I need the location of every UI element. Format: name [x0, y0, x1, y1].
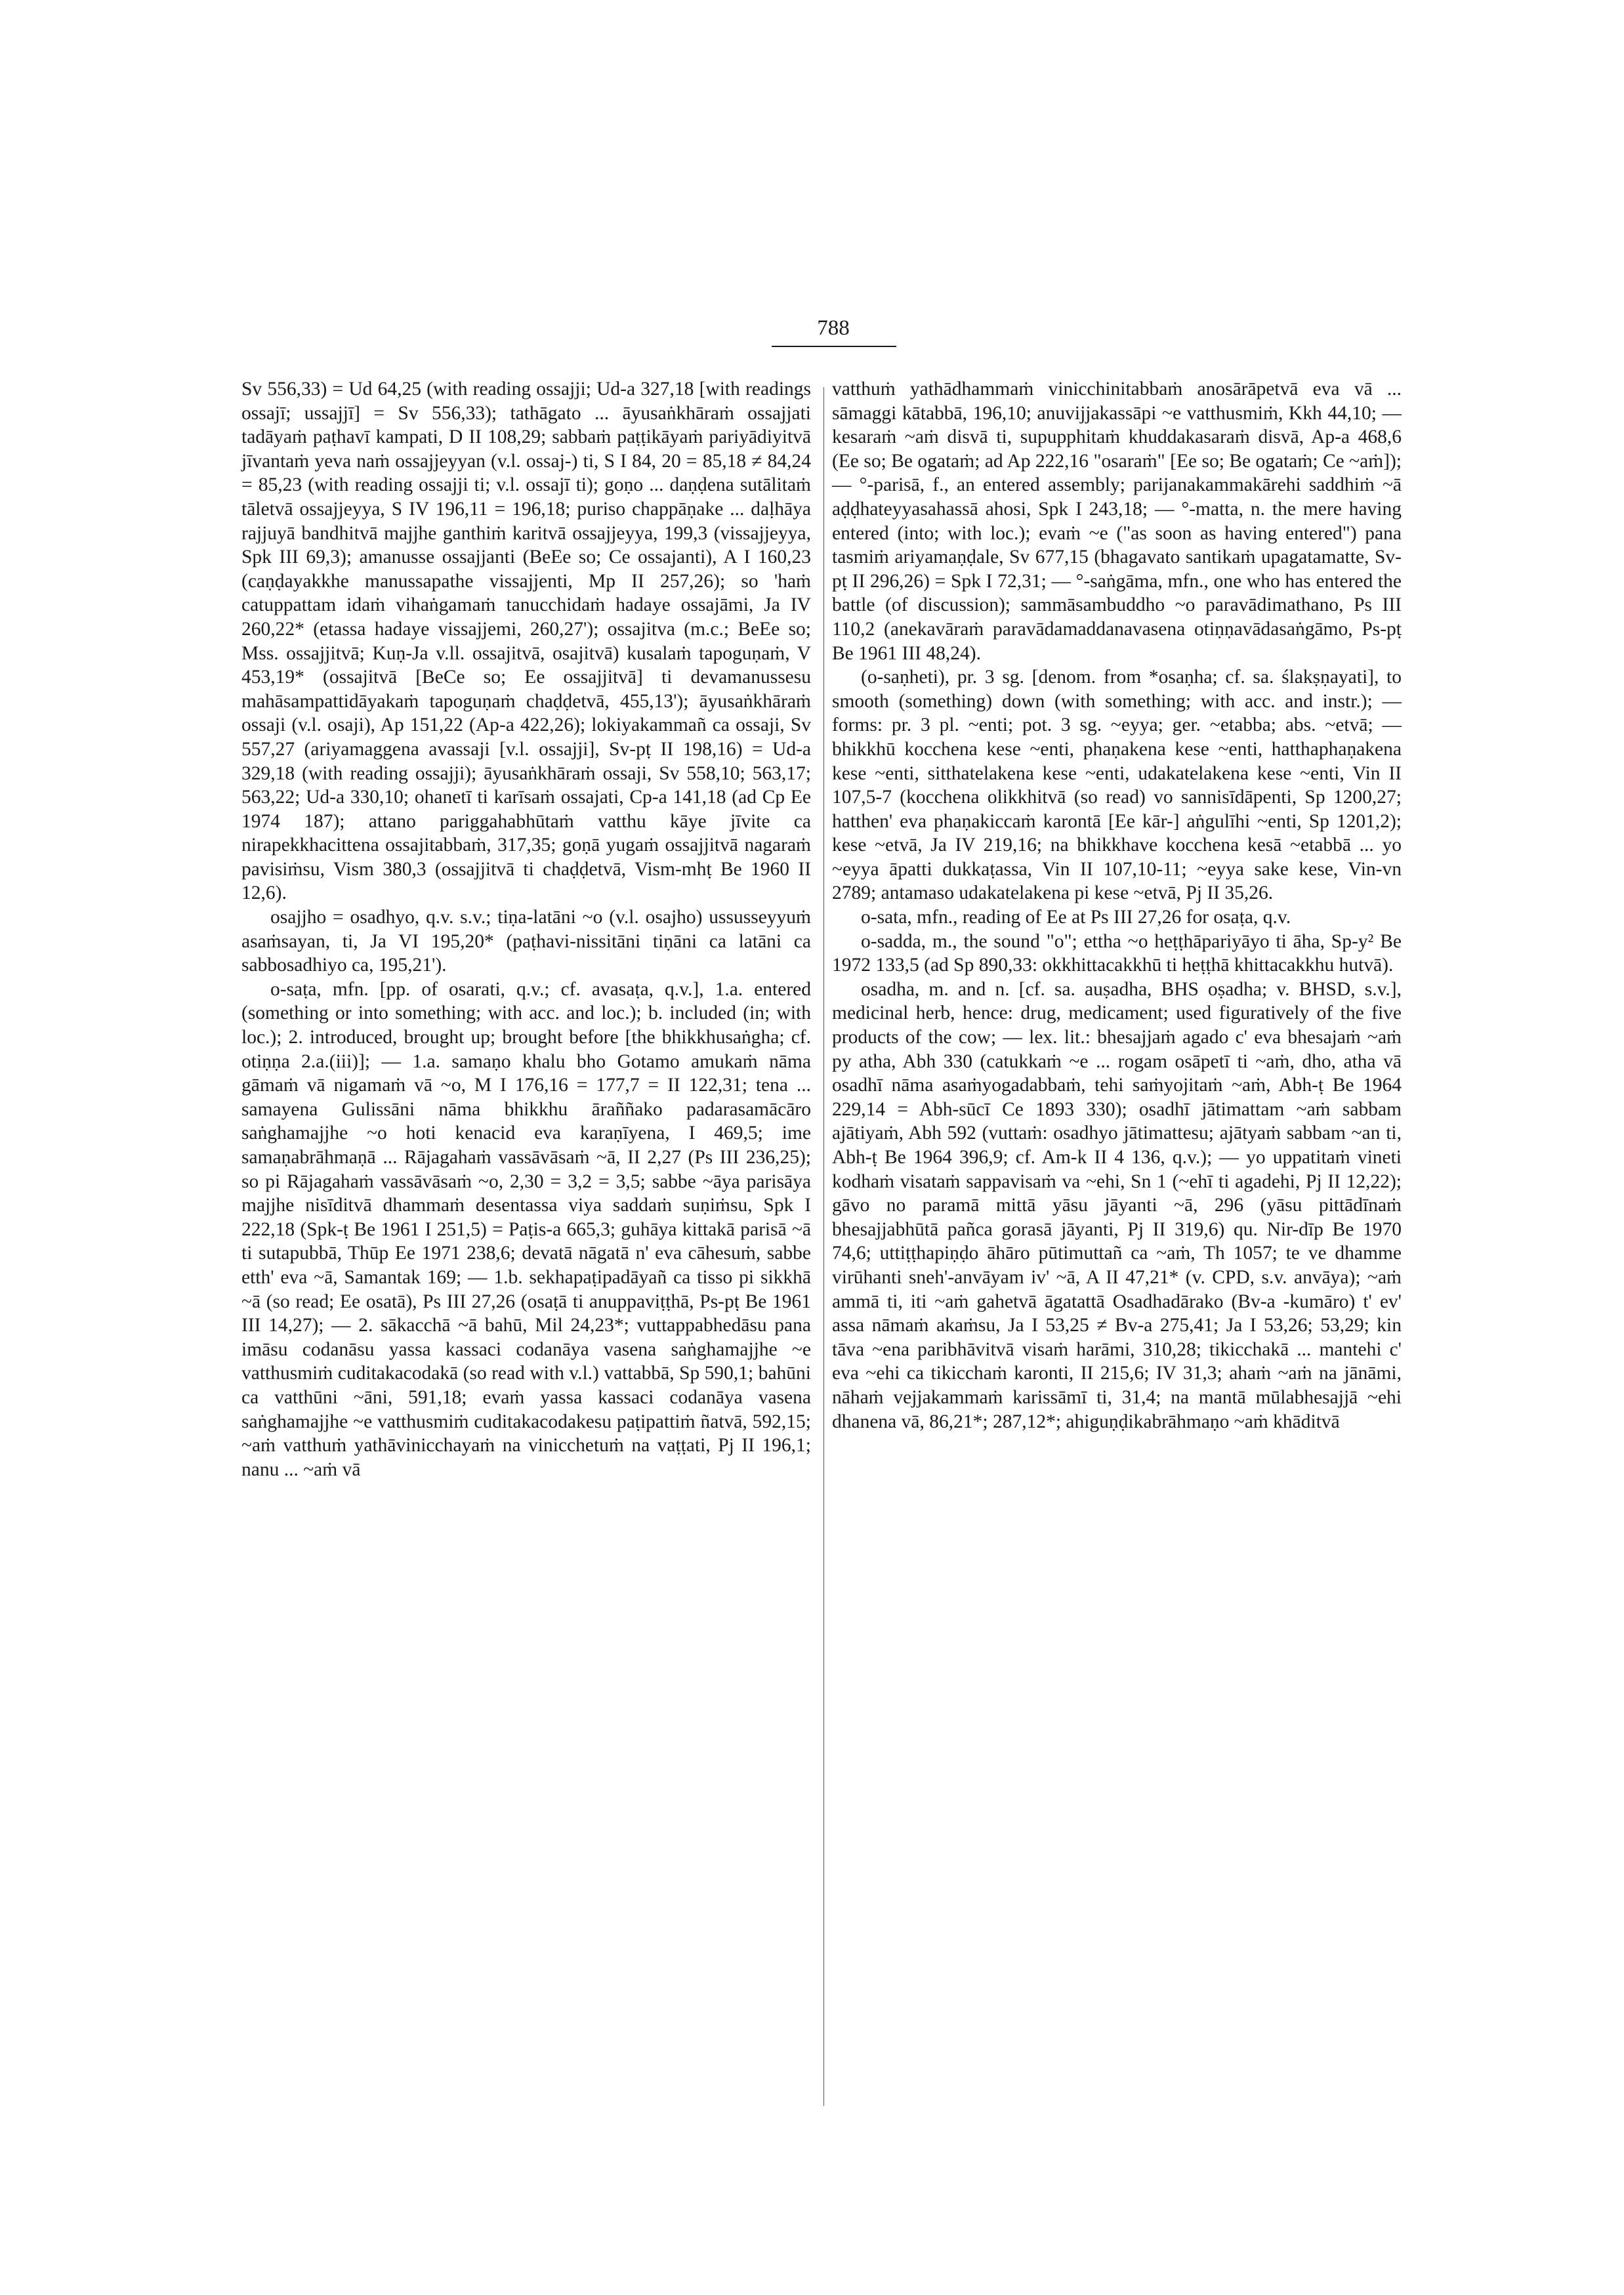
entry-paragraph: o-saṭa, mfn. [pp. of osarati, q.v.; cf. avasaṭa, q.v.], 1.a. entered (something or into something; with acc. and loc.); b. included (in; with loc.); 2. introduced, brought up; brought before [the bhikkhusaṅgha; cf. otiṇṇa 2.a.(iii)]; — 1.a. samaṇo khalu bho Gotamo amukaṁ nāma gāmaṁ vā nigamaṁ vā ~o, M I 176,16 = 177,7 = II 122,31; tena ... samayena Gulissāni nāma bhikkhu āraññako padarasamācāro saṅghamajjhe ~o hoti kenacid eva karaṇīyena, I 469,5; ime samaṇabrāhmaṇā ... Rājagahaṁ vassāvāsaṁ ~ā, II 2,27 (Ps III 236,25); so pi Rājagahaṁ vassāvāsaṁ ~o, 2,30 = 3,2 = 3,5; sabbe ~āya parisāya majjhe nisīditvā dhammaṁ desentassa viya saddaṁ suṇiṁsu, Spk I 222,18 (Spk-ṭ Be 1961 I 251,5) = Paṭis-a 665,3; guhāya kittakā parisā ~ā ti sutapubbā, Thūp Ee 1971 238,6; devatā nāgatā n' eva cāhesuṁ, sabbe etth' eva ~ā, Samantak 169; — 1.b. sekhapaṭipadāyañ ca tisso pi sikkhā ~ā (so read; Ee osatā), Ps III 27,26 (osaṭā ti anuppaviṭṭhā, Ps-pṭ Be 1961 III 14,27); — 2. sākacchā ~ā bahū, Mil 24,23*; vuttappabhedāsu pana imāsu codanāsu yassa kassaci codanāya vasena saṅghamajjhe ~e vatthusmiṁ cuditakacodakā (so read with v.l.) vattabbā, Sp 590,1; bahūni ca vatthūni ~āni, 591,18; evaṁ yassa kassaci codanāya vasena saṅghamajjhe ~e vatthusmiṁ cuditakacodakesu paṭipattiṁ ñatvā, 592,15; ~aṁ vatthuṁ yathāvinicchayaṁ na vinicchetuṁ na vaṭṭati, Pj II 196,1; nanu ... ~aṁ vā — [241, 978, 811, 1480]
left-column — [241, 377, 811, 1481]
right-column — [832, 377, 1402, 1434]
column-divider — [823, 387, 824, 2106]
page-number: 788 — [817, 316, 850, 340]
entry-paragraph: o-sata, mfn., reading of Ee at Ps III 27,26 for osaṭa, q.v. — [861, 907, 1291, 928]
entry-paragraph: (o-saṇheti), pr. 3 sg. [denom. from *osaṇha; cf. sa. ślakṣṇayati], to smooth (something) down (with something; with acc. and instr.); — forms: pr. 3 pl. ~enti; pot. 3 sg. ~eyya; ger. ~etabba; abs. ~etvā; — bhikkhū kocchena kese ~enti, phaṇakena kese ~enti, hatthaphaṇakena kese ~enti, sitthatelakena kese ~enti, udakatelakena kese ~enti, Vin II 107,5-7 (kocchena olikkhitvā (so read) vo sannisīdāpenti, Sp 1200,27; hatthen' eva phaṇakiccaṁ karontā [Ee kār-] aṅgulīhi ~enti, Sp 1201,2); kese ~etvā, Ja IV 219,16; na bhikkhave kocchena kesā ~etabbā ... yo ~eyya āpatti dukkaṭassa, Vin II 107,10-11; ~eyya sake kese, Vin-vn 2789; antamaso udakatelakena pi kese ~etvā, Pj II 35,26. — [832, 667, 1402, 904]
entry-paragraph: o-sadda, m., the sound "o"; ettha ~o heṭṭhāpariyāyo ti āha, Sp-y² Be 1972 133,5 (ad Sp 890,33: okkhittacakkhū ti heṭṭhā khittacakkhu hutvā). — [832, 930, 1402, 976]
entry-paragraph: Sv 556,33) = Ud 64,25 (with reading ossajji; Ud-a 327,18 [with readings ossajī; ussajjī] = Sv 556,33); tathāgato ... āyusaṅkhāraṁ ossajjati tadāyaṁ paṭhavī kampati, D II 108,29; sabbaṁ paṭṭikāyaṁ pariyādiyitvā jīvantaṁ yeva naṁ ossajjeyyan (v.l. ossaj-) ti, S I 84, 20 = 85,18 ≠ 84,24 = 85,23 (with reading ossajji ti; v.l. ossajī ti); goṇo ... daṇḍena sutālitaṁ tāletvā ossajjeyya, S IV 196,11 = 196,18; puriso chappāṇake ... daḷhāya rajjuyā bandhitvā majjhe ganthiṁ karitvā ossajjeyya, 199,3 (vissajjeyya, Spk III 69,3); amanusse ossajjanti (BeEe so; Ce ossajanti), A I 160,23 (caṇḍayakkhe manussapathe vissajjenti, Mp II 257,26); so 'haṁ catuppattam idaṁ vihaṅgamaṁ tanucchidaṁ hadaye ossajāmi, Ja IV 260,22* (etassa hadaye vissajjemi, 260,27'); ossajitva (m.c.; BeEe so; Mss. ossajjitvā; Kuṇ-Ja v.ll. ossajitvā, osajitvā) kusalaṁ tapoguṇaṁ, V 453,19* (ossajitvā [BeCe so; Ee ossajjitvā] ti devamanussesu mahāsampattidāyakaṁ tapoguṇaṁ chaḍḍetvā, 455,13'); āyusaṅkhāraṁ ossaji (v.l. osaji), Ap 151,22 (Ap-a 422,26); lokiyakammañ ca ossaji, Sv 557,27 (ariyamaggena avassaji [v.l. ossajji], Sv-pṭ II 198,16) = Ud-a 329,18 (with reading ossajji); āyusaṅkhāraṁ ossaji, Sv 558,10; 563,17; 563,22; Ud-a 330,10; ohanetī ti karīsaṁ ossajati, Cp-a 141,18 (ad Cp Ee 1974 187); attano pariggahabhūtaṁ vatthu kāye jīvite ca nirapekkhacittena ossajitabbaṁ, 317,35; goṇā yugaṁ ossajjitvā nagaraṁ pavisiṁsu, Vism 380,3 (ossajjitvā ti chaḍḍetvā, Vism-mhṭ Be 1960 II 12,6). — [241, 379, 811, 904]
entry-paragraph: osadha, m. and n. [cf. sa. auṣadha, BHS oṣadha; v. BHSD, s.v.], medicinal herb, hence: drug, medicament; used figuratively of the five products of the cow; — lex. lit.: bhesajjaṁ agado c' eva bhesajaṁ ~aṁ py atha, Abh 330 (catukkaṁ ~e ... rogam osāpetī ti ~aṁ, dho, atha vā osadhī nāma asaṁyogadabbaṁ, tehi saṁyojitaṁ ~aṁ, Abh-ṭ Be 1964 229,14 = Abh-sūcī Ce 1893 330); osadhī jātimattam ~aṁ sabbam ajātiyaṁ, Abh 592 (vuttaṁ: osadhyo jātimattesu; ajātyaṁ sabbam ~an ti, Abh-ṭ Be 1964 396,9; cf. Am-k II 4 136, q.v.); — yo uppatitaṁ vineti kodhaṁ visataṁ sappavisaṁ va ~ehi, Sn 1 (~ehī ti agadehi, Pj II 12,22); gāvo no paramā mittā yāsu jāyanti ~ā, 296 (yāsu pittādīnaṁ bhesajjabhūtā pañca gorasā jāyanti, Pj II 319,6) qu. Nir-dīp Be 1970 74,6; uttiṭṭhapiṇḍo āhāro pūtimuttañ ca ~aṁ, Th 1057; te ve dhamme virūhanti sneh'-anvāyam iv' ~ā, A II 47,21* (v. CPD, s.v. anvāya); ~aṁ ammā ti, iti ~aṁ gahetvā āgatattā Osadhadārako (Bv-a -kumāro) t' ev' assa nāmaṁ akaṁsu, Ja I 53,25 ≠ Bv-a 275,41; Ja I 53,26; 53,29; kin tāva ~ena paribhāvitvā visaṁ harāmi, 310,28; tikicchakā ... mantehi c' eva ~ehi ca tikicchaṁ karonti, II 215,6; IV 31,3; ahaṁ ~aṁ na jānāmi, nāhaṁ vejjakammaṁ karissāmī ti, 31,4; na mantā mūlabhesajjā ~ehi dhanena vā, 86,21*; 287,12*; ahiguṇḍikabrāhmaṇo ~aṁ khāditvā — [832, 978, 1402, 1432]
page-number-rule — [772, 346, 896, 347]
entry-paragraph: vatthuṁ yathādhammaṁ vinicchinitabbaṁ anosārāpetvā eva vā ... sāmaggi kātabbā, 196,10; anuvijjakassāpi ~e vatthusmiṁ, Kkh 44,10; — kesaraṁ ~aṁ disvā ti, supupphitaṁ khuddakasaraṁ disvā, Ap-a 468,6 (Ee so; Be ogataṁ; ad Ap 222,16 "osaraṁ" [Ee so; Be ogataṁ; Ce ~aṁ]); — °-parisā, f., an entered assembly; parijanakammakārehi saddhiṁ ~ā aḍḍhateyyasahassā ahosi, Spk I 243,18; — °-matta, n. the mere having entered (into; with loc.); evaṁ ~e ("as soon as having entered") pana tasmiṁ ariyamaṇḍale, Sv 677,15 (bhagavato santikaṁ upagatamatte, Sv-pṭ II 296,26) = Spk I 72,31; — °-saṅgāma, mfn., one who has entered the battle (of discussion); sammāsambuddho ~o paravādimathano, Ps III 110,2 (anekavāraṁ paravādamaddanavasena otiṇṇavādasaṅgāmo, Ps-pṭ Be 1961 III 48,24). — [832, 379, 1402, 664]
entry-paragraph: osajjho = osadhyo, q.v. s.v.; tiṇa-latāni ~o (v.l. osajho) ussusseyyuṁ asaṁsayan, ti, Ja VI 195,20* (paṭhavi-nissitāni tiṇāni ca latāni ca sabbosadhiyo ca, 195,21'). — [241, 907, 811, 976]
